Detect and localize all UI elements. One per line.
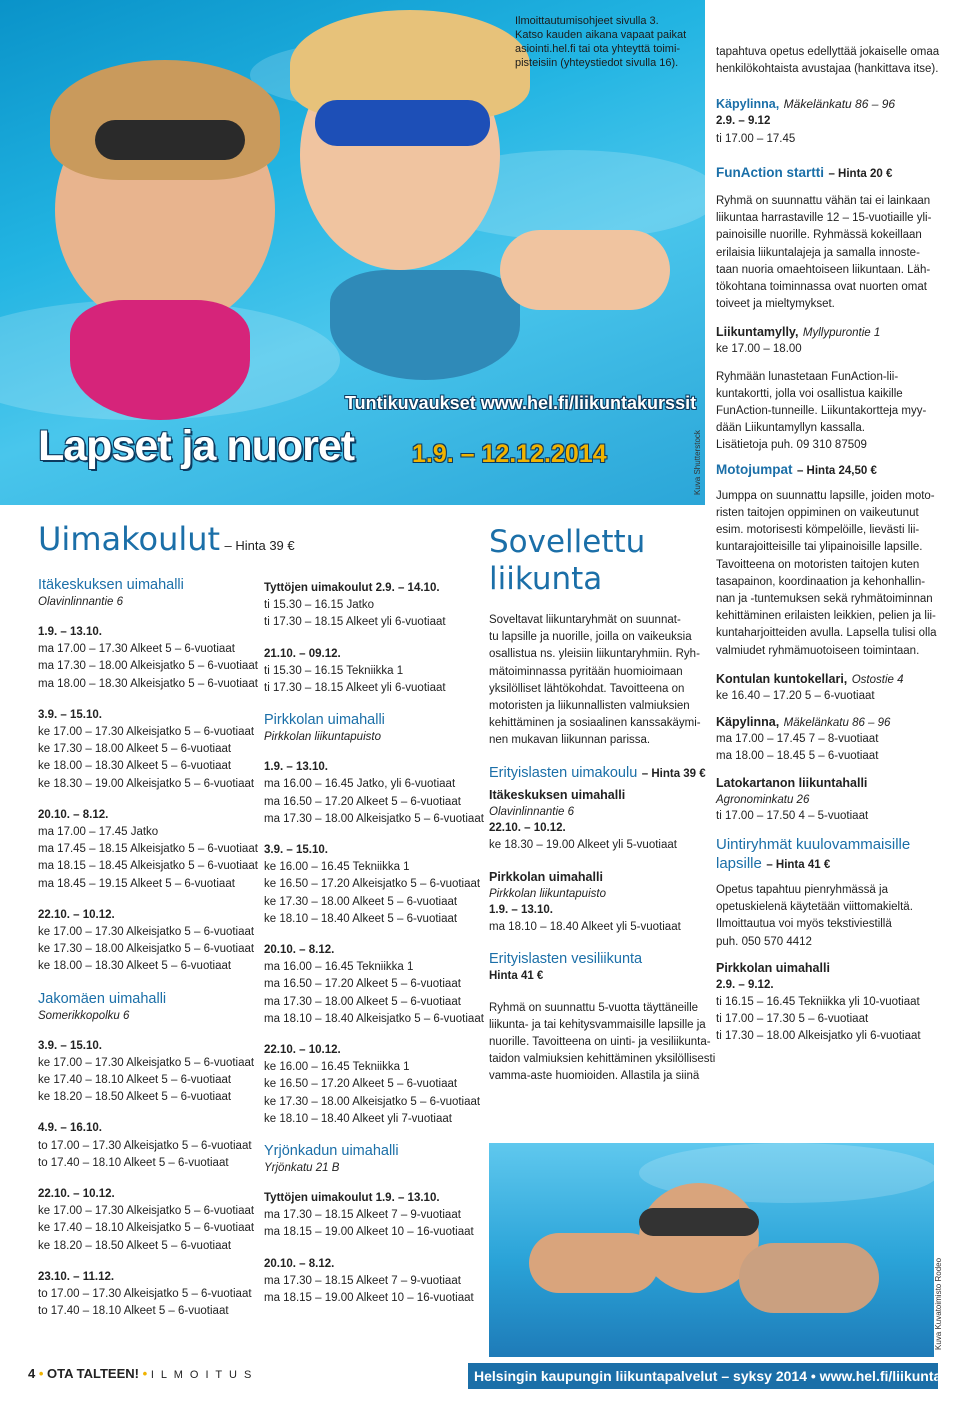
schedule-line: ma 18.00 – 18.45 5 – 6-vuotiaat [716, 750, 879, 763]
date-range: 22.10. – 10.12. [38, 1188, 115, 1201]
schedule-line: ke 18.10 – 18.40 Alkeet 5 – 6-vuotiaat [264, 912, 458, 925]
date-range: 1.9. – 13.10. [38, 626, 102, 638]
venue-heading: Pirkkolan uimahalli [716, 960, 830, 975]
photo-credit: Kuva Kuvatoimisto Rodeo [934, 1257, 943, 1350]
date-range: Tyttöjen uimakoulut 1.9. – 13.10. [264, 1192, 440, 1205]
page-title: Lapset ja nuoret [38, 422, 355, 470]
schedule-line: ma 18.15 – 19.00 Alkeet 10 – 16-vuotiaat [264, 1226, 474, 1239]
schedule-line: ma 17.00 – 17.45 7 – 8-vuotiaat [716, 733, 879, 746]
text-line: liikuntaa harrastaville 12 – 15-vuotiaille yli- [716, 212, 932, 225]
schedule-line: ke 17.30 – 18.00 Alkeisjatko 5 – 6-vuotiaat [264, 1095, 481, 1108]
price: – Hinta 41 € [766, 858, 831, 871]
text-line: kuntaharjoitteiden avulla. Lapsella tulisi olla [716, 627, 937, 640]
text-line: puh. 050 570 4412 [716, 935, 812, 948]
venue-address: Mäkelänkatu 86 – 96 [783, 717, 891, 730]
schedule-line: ma 17.00 – 17.30 Alkeet 5 – 6-vuotiaat [38, 643, 235, 656]
text-line: valmiudet ryhmämuotoiseen toimintaan. [716, 644, 920, 657]
footer-left: 4 • OTA TALTEEN! • I L M O I T U S [28, 1366, 254, 1381]
schedule-line: ti 17.30 – 18.15 Alkeet yli 6-vuotiaat [264, 682, 446, 695]
text-line: taan nuoria omaehtoiseen liikuntaan. Läh- [716, 263, 931, 276]
text-line: kehittäminen ja sosiaalinen kanssakäymi- [489, 717, 701, 730]
schedule-line: ti 15.30 – 16.15 Tekniikka 1 [264, 664, 404, 677]
schedule-line: to 17.40 – 18.10 Alkeet 5 – 6-vuotiaat [38, 1305, 229, 1318]
venue-address: Myllypurontie 1 [802, 327, 881, 340]
text-line: Jumppa on suunnattu lapsille, joiden moto- [716, 489, 935, 502]
schedule-line: ma 17.00 – 17.45 Jatko [38, 826, 159, 839]
text-line: nan ja -tuntemuksen sekä ryhmätoiminnan [716, 593, 933, 606]
text-line: Ryhmä on suunnattu vähän tai ei lainkaan [716, 195, 931, 208]
section-heading: Erityislasten vesiliikunta [489, 951, 643, 968]
column-2 [264, 580, 484, 1307]
date-range: 22.10. – 10.12. [489, 821, 566, 834]
schedule-line: ke 18.00 – 18.30 Alkeet 5 – 6-vuotiaat [38, 760, 232, 773]
schedule-line: ma 17.30 – 18.00 Alkeet 5 – 6-vuotiaat [264, 995, 461, 1008]
schedule-line: ma 16.50 – 17.20 Alkeet 5 – 6-vuotiaat [264, 795, 461, 808]
date-range: 1.9. – 13.10. [489, 904, 553, 917]
date-range: 1.9. – 12.12.2014 [412, 440, 607, 468]
venue-heading: Itäkeskuksen uimahalli [489, 787, 626, 802]
column-1 [38, 576, 263, 1321]
schedule-line: to 17.00 – 17.30 Alkeisjatko 5 – 6-vuotiaat [38, 1288, 252, 1301]
text-line: tasapainon, koordinaation ja kehonhallin- [716, 575, 926, 588]
date-range: Tyttöjen uimakoulut 2.9. – 14.10. [264, 582, 440, 594]
venue-address: Mäkelänkatu 86 – 96 [783, 97, 896, 112]
section-heading: Motojumpat [716, 461, 793, 477]
note-line: asiointi.hel.fi tai ota yhteyttä toimi- [515, 43, 681, 55]
text-line: taidon valmiuksien kehittäminen yksilöllisesti [489, 1053, 716, 1066]
schedule-line: ma 17.30 – 18.15 Alkeet 7 – 9-vuotiaat [264, 1209, 461, 1222]
schedule-line: ke 18.30 – 19.00 Alkeet yli 5-vuotiaat [489, 838, 677, 851]
schedule-line: ma 17.30 – 18.00 Alkeisjatko 5 – 6-vuotiaat [264, 812, 484, 825]
schedule-line: ti 17.00 – 17.45 [716, 132, 796, 145]
date-range: 20.10. – 8.12. [38, 808, 109, 821]
schedule-line: to 17.00 – 17.30 Alkeisjatko 5 – 6-vuotiaat [38, 1139, 252, 1152]
venue-address: Olavinlinnantie 6 [38, 596, 124, 608]
text-line: erilaisia liikuntalajeja ja samalla innoste- [716, 246, 920, 259]
schedule-line: ke 16.00 – 16.45 Tekniikka 1 [264, 861, 410, 874]
schedule-line: ke 16.00 – 16.45 Tekniikka 1 [264, 1061, 410, 1074]
text-line: liikunta- ja tai kehitysvammaisille lapsille ja [489, 1018, 706, 1031]
boy-swimming-photo [489, 1143, 934, 1357]
schedule-line: ma 17.30 – 18.00 Alkeisjatko 5 – 6-vuotiaat [38, 660, 258, 673]
schedule-line: ke 17.40 – 18.10 Alkeet 5 – 6-vuotiaat [38, 1074, 232, 1087]
schedule-line: ma 18.15 – 19.00 Alkeet 10 – 16-vuotiaat [264, 1292, 474, 1305]
price: – Hinta 39 € [224, 538, 295, 553]
section-heading: FunAction startti [716, 164, 824, 180]
text-line: nuorille. Tavoitteena on uinti- ja vesiliikunta- [489, 1036, 711, 1049]
price: Hinta 41 € [489, 970, 544, 983]
schedule-line: ti 17.30 – 18.15 Alkeet yli 6-vuotiaat [264, 616, 446, 629]
text-line: Ryhmään lunastetaan FunAction-lii- [716, 370, 899, 383]
text-line: mätoiminnassa pyritään huomioimaan [489, 665, 683, 678]
schedule-line: ma 18.10 – 18.40 Alkeet yli 5-vuotiaat [489, 921, 681, 934]
venue-address: Pirkkolan liikuntapuisto [489, 888, 606, 901]
schedule-line: ke 18.20 – 18.50 Alkeet 5 – 6-vuotiaat [38, 1239, 232, 1252]
registration-note [515, 14, 695, 70]
text-line: FunAction-tunneille. Liikuntakortteja myy- [716, 405, 927, 418]
text-line: esim. motorisesti kömpelöille, lievästi lii- [716, 524, 920, 537]
text-line: yksilölliset lähtökohdat. Tavoitteena on [489, 682, 685, 695]
venue-heading: Pirkkolan uimahalli [489, 870, 603, 885]
text-line: motoristen ja liikunnallisten valmiuksien [489, 700, 690, 713]
venue-heading: Pirkkolan uimahalli [264, 712, 385, 729]
date-range: 3.9. – 15.10. [38, 1039, 102, 1052]
section-heading: Erityislasten uimakoulu [489, 764, 638, 781]
text-line: vamma-aste huomioiden. Allastila ja siinä [489, 1070, 700, 1083]
schedule-line: ke 17.30 – 18.00 Alkeet 5 – 6-vuotiaat [264, 895, 458, 908]
text-line: Ryhmä on suunnattu 5-vuotta täyttäneille [489, 1001, 699, 1014]
date-range: 20.10. – 8.12. [264, 944, 335, 957]
date-range: 2.9. – 9.12 [716, 115, 771, 128]
page-number: 4 [28, 1366, 36, 1381]
venue-address: Olavinlinnantie 6 [489, 805, 575, 818]
schedule-line: ke 17.00 – 17.30 Alkeisjatko 5 – 6-vuotiaat [38, 926, 255, 939]
schedule-line: ke 17.00 – 17.30 Alkeisjatko 5 – 6-vuotiaat [38, 726, 255, 739]
venue-heading: Itäkeskuksen uimahalli [38, 577, 184, 593]
text-line: risten taitojen oppiminen on vaikeutunut [716, 507, 919, 520]
note-line: Katso kauden aikana vapaat paikat [515, 29, 687, 41]
schedule-line: ke 16.50 – 17.20 Alkeet 5 – 6-vuotiaat [264, 1078, 458, 1091]
venue-address: Yrjönkatu 21 B [264, 1162, 340, 1175]
schedule-line: ke 16.40 – 17.20 5 – 6-vuotiaat [716, 689, 875, 702]
section-title: liikunta [489, 561, 603, 597]
schedule-line: ti 16.15 – 16.45 Tekniikka yli 10-vuotiaat [716, 995, 920, 1008]
brand: OTA TALTEEN! [47, 1366, 139, 1381]
venue-address: Somerikkopolku 6 [38, 1009, 130, 1022]
venue-heading: Liikuntamylly, [716, 325, 799, 340]
section-heading: lapsille [716, 854, 762, 872]
text-line: kehittäminen erilaisten leikkien, pelien ja lii- [716, 610, 936, 623]
schedule-line: ma 17.30 – 18.15 Alkeet 7 – 9-vuotiaat [264, 1274, 461, 1287]
venue-heading: Jakomäen uimahalli [38, 990, 167, 1007]
photo-credit: Kuva Shutterstock [693, 430, 702, 495]
venue-heading: Käpylinna, [716, 97, 780, 112]
course-descriptions-link[interactable]: Tuntikuvaukset www.hel.fi/liikuntakurssit [345, 393, 697, 413]
schedule-line: ke 17.00 – 17.30 Alkeisjatko 5 – 6-vuotiaat [38, 1205, 255, 1218]
footer-right[interactable]: Helsingin kaupungin liikuntapalvelut – syksy 2014 • www.hel.fi/liikunta [468, 1363, 938, 1389]
column-3 [489, 524, 716, 1086]
section-title: Sovellettu [489, 524, 646, 560]
ad-label: I L M O I T U S [150, 1369, 254, 1381]
date-range: 2.9. – 9.12. [716, 978, 774, 991]
date-range: 3.9. – 15.10. [264, 844, 328, 857]
schedule-line: ti 17.00 – 17.50 4 – 5-vuotiaat [716, 809, 869, 822]
date-range: 1.9. – 13.10. [264, 761, 328, 774]
schedule-line: ke 18.30 – 19.00 Alkeisjatko 5 – 6-vuotiaat [38, 777, 255, 790]
note-line: pisteisiin (yhteystiedot sivulla 16). [515, 57, 679, 69]
venue-heading: Käpylinna, [716, 715, 780, 730]
date-range: 21.10. – 09.12. [264, 647, 341, 660]
text-line: tökohtana toiminnassa ovat nuorten omat [716, 281, 927, 294]
venue-address: Agronominkatu 26 [716, 793, 810, 806]
text-line: Opetus tapahtuu pienryhmässä ja [716, 883, 888, 896]
section-heading: Uintiryhmät kuulovammaisille [716, 835, 911, 853]
schedule-line: to 17.40 – 18.10 Alkeet 5 – 6-vuotiaat [38, 1156, 229, 1169]
schedule-line: ke 17.00 – 17.30 Alkeisjatko 5 – 6-vuotiaat [38, 1056, 255, 1069]
venue-heading: Latokartanon liikuntahalli [716, 775, 868, 790]
text-line: nen mukavan liikunnan parissa. [489, 734, 651, 747]
text-line: tapahtuva opetus edellyttää jokaiselle omaa [716, 46, 940, 58]
price: – Hinta 20 € [828, 167, 893, 180]
text-line: opetuskielenä käytetään viittomakieltä. [716, 901, 913, 914]
text-line: osallistua ns. yleisiin liikuntaryhmiin. Ryh- [489, 648, 700, 661]
schedule-line: ke 18.10 – 18.40 Alkeet yli 7-vuotiaat [264, 1112, 452, 1125]
text-line: henkilökohtaista avustajaa (hankittava itse). [716, 63, 939, 76]
venue-address: Pirkkolan liikuntapuisto [264, 731, 381, 744]
text-line: kuntarajoitteisille tai ylipainoisille lapsille. [716, 541, 923, 554]
schedule-line: ma 16.00 – 16.45 Tekniikka 1 [264, 961, 414, 974]
schedule-line: ke 16.50 – 17.20 Alkeisjatko 5 – 6-vuotiaat [264, 878, 481, 891]
schedule-line: ke 17.40 – 18.10 Alkeisjatko 5 – 6-vuotiaat [38, 1222, 255, 1235]
venue-address: Ostostie 4 [851, 673, 904, 686]
schedule-line: ke 18.00 – 18.30 Alkeet 5 – 6-vuotiaat [38, 960, 232, 973]
date-range: 20.10. – 8.12. [264, 1257, 335, 1270]
venue-heading: Yrjönkadun uimahalli [264, 1143, 399, 1160]
schedule-line: ti 17.30 – 18.00 Alkeisjatko yli 6-vuotiaat [716, 1030, 921, 1043]
schedule-line: ma 18.45 – 19.15 Alkeet 5 – 6-vuotiaat [38, 877, 235, 890]
date-range: 22.10. – 10.12. [38, 908, 115, 921]
schedule-line: ke 17.30 – 18.00 Alkeisjatko 5 – 6-vuotiaat [38, 943, 255, 956]
schedule-line: ma 18.10 – 18.40 Alkeisjatko 5 – 6-vuotiaat [264, 1012, 484, 1025]
note-line: Ilmoittautumisohjeet sivulla 3. [515, 15, 659, 27]
schedule-line: ma 16.00 – 16.45 Jatko, yli 6-vuotiaat [264, 778, 456, 791]
schedule-line: ma 18.00 – 18.30 Alkeisjatko 5 – 6-vuotiaat [38, 677, 258, 690]
column-4 [716, 44, 944, 1046]
text-line: tu lapsille ja nuorille, joilla on vaikeuksia [489, 631, 692, 644]
schedule-line: ti 15.30 – 16.15 Jatko [264, 599, 374, 612]
schedule-line: ma 17.45 – 18.15 Alkeisjatko 5 – 6-vuotiaat [38, 843, 258, 856]
price: – Hinta 24,50 € [796, 464, 877, 477]
section-title: Uimakoulut [38, 520, 221, 558]
price: – Hinta 39 € [641, 767, 706, 780]
text-line: Lisätietoja puh. 09 310 87509 [716, 439, 867, 452]
date-range: 4.9. – 16.10. [38, 1122, 102, 1135]
schedule-line: ke 17.00 – 18.00 [716, 343, 802, 356]
text-line: Soveltavat liikuntaryhmät on suunnat- [489, 614, 681, 626]
date-range: 3.9. – 15.10. [38, 708, 102, 721]
schedule-line: ti 17.00 – 17.30 5 – 6-vuotiaat [716, 1013, 869, 1026]
uimakoulut-section [38, 520, 478, 558]
schedule-line: ma 18.15 – 18.45 Alkeisjatko 5 – 6-vuotiaat [38, 860, 258, 873]
schedule-line: ke 17.30 – 18.00 Alkeet 5 – 6-vuotiaat [38, 743, 232, 756]
date-range: 23.10. – 11.12. [38, 1270, 115, 1283]
date-range: 22.10. – 10.12. [264, 1044, 341, 1057]
schedule-line: ma 16.50 – 17.20 Alkeet 5 – 6-vuotiaat [264, 978, 461, 991]
text-line: toiveet ja mieltymykset. [716, 298, 835, 311]
venue-heading: Kontulan kuntokellari, [716, 671, 848, 686]
text-line: painoisille nuorille. Ryhmässä kokeillaan [716, 229, 922, 242]
text-line: kuntakortti, jolla voi osallistua kaikille [716, 387, 903, 400]
text-line: Tavoitteena on motoristen taitojen kuten [716, 558, 920, 571]
text-line: dään Liikuntamyllyn kassalla. [716, 422, 865, 435]
text-line: Ilmoittautua voi myös tekstiviestillä [716, 918, 892, 931]
schedule-line: ke 18.20 – 18.50 Alkeet 5 – 6-vuotiaat [38, 1091, 232, 1104]
